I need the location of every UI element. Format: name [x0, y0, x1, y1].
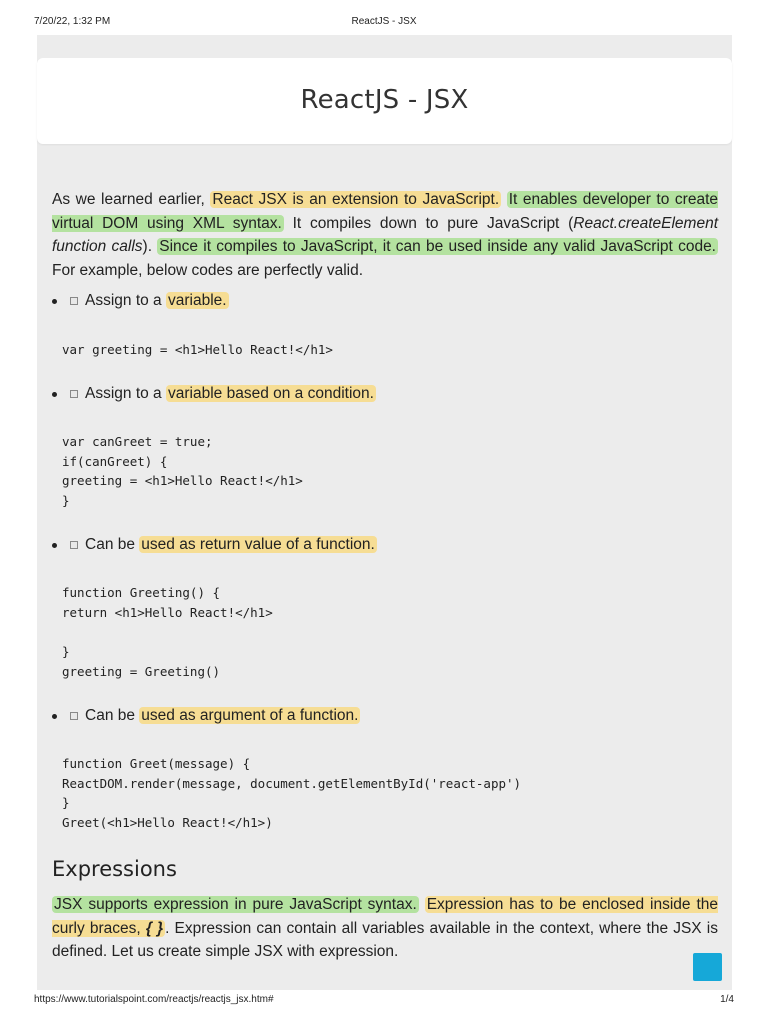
- highlight-green: JSX supports expression in pure JavaScript syntax.: [54, 896, 417, 913]
- scroll-top-icon[interactable]: [693, 953, 722, 981]
- title-card: [37, 58, 732, 144]
- highlight-yellow: variable.: [168, 292, 227, 309]
- checkbox-icon: [70, 712, 78, 720]
- intro-italic: React.createElement function calls: [52, 214, 719, 255]
- code-block: function Greeting() { return <h1>Hello React!</h1> } greeting = Greeting(): [62, 585, 273, 679]
- highlight-green: Since it compiles to JavaScript, it can be used inside any valid JavaScript code.: [159, 238, 716, 255]
- expressions-text: . Expression can contain all variables available in the context, where the JSX is defined. Let us create simple JSX with expression.: [52, 919, 718, 960]
- code-block: var canGreet = true; if(canGreet) { greeting = <h1>Hello React!</h1> }: [62, 434, 303, 509]
- page-title: ReactJS - JSX: [300, 85, 469, 115]
- expressions-paragraph: [52, 893, 718, 964]
- bullet-dot-icon: [52, 392, 57, 397]
- highlight-yellow: used as argument of a function.: [141, 707, 359, 724]
- highlight-yellow: used as return value of a function.: [141, 536, 375, 553]
- print-footer: [34, 994, 734, 1008]
- intro-paragraph: [52, 188, 718, 282]
- bullet-dot-icon: [52, 299, 57, 304]
- bullet-dot-icon: [52, 543, 57, 548]
- intro-text: As we learned earlier,: [52, 191, 211, 208]
- intro-text: For example, below codes are perfectly valid.: [52, 261, 364, 279]
- page-background: [37, 35, 732, 990]
- print-page-title: ReactJS - JSX: [351, 16, 417, 27]
- highlight-yellow: React JSX is an extension to JavaScript.: [212, 191, 500, 208]
- print-url: https://www.tutorialspoint.com/reactjs/reactjs_jsx.htm#: [34, 994, 274, 1005]
- checkbox-icon: [70, 297, 78, 305]
- section-heading: Expressions: [52, 857, 177, 881]
- print-header: [34, 16, 734, 30]
- intro-text: ).: [142, 238, 158, 255]
- print-datetime: 7/20/22, 1:32 PM: [34, 16, 111, 27]
- curly-braces-text: { }: [145, 919, 164, 937]
- code-block: var greeting = <h1>Hello React!</h1>: [62, 342, 333, 357]
- highlight-green: It enables developer to create virtual DOM using XML syntax.: [52, 191, 719, 232]
- checkbox-icon: [70, 541, 78, 549]
- print-page-number: 1/4: [720, 994, 734, 1005]
- checkbox-icon: [70, 390, 78, 398]
- bullet-dot-icon: [52, 714, 57, 719]
- highlight-yellow: Expression has to be enclosed inside the curly braces, { }: [52, 896, 718, 937]
- code-block: function Greet(message) { ReactDOM.render(message, document.getElementById('react-app') } Greet(<h1>Hello React!</h1>): [62, 756, 522, 831]
- intro-text: It compiles down to pure JavaScript (: [283, 214, 574, 232]
- highlight-yellow: variable based on a condition.: [168, 385, 374, 402]
